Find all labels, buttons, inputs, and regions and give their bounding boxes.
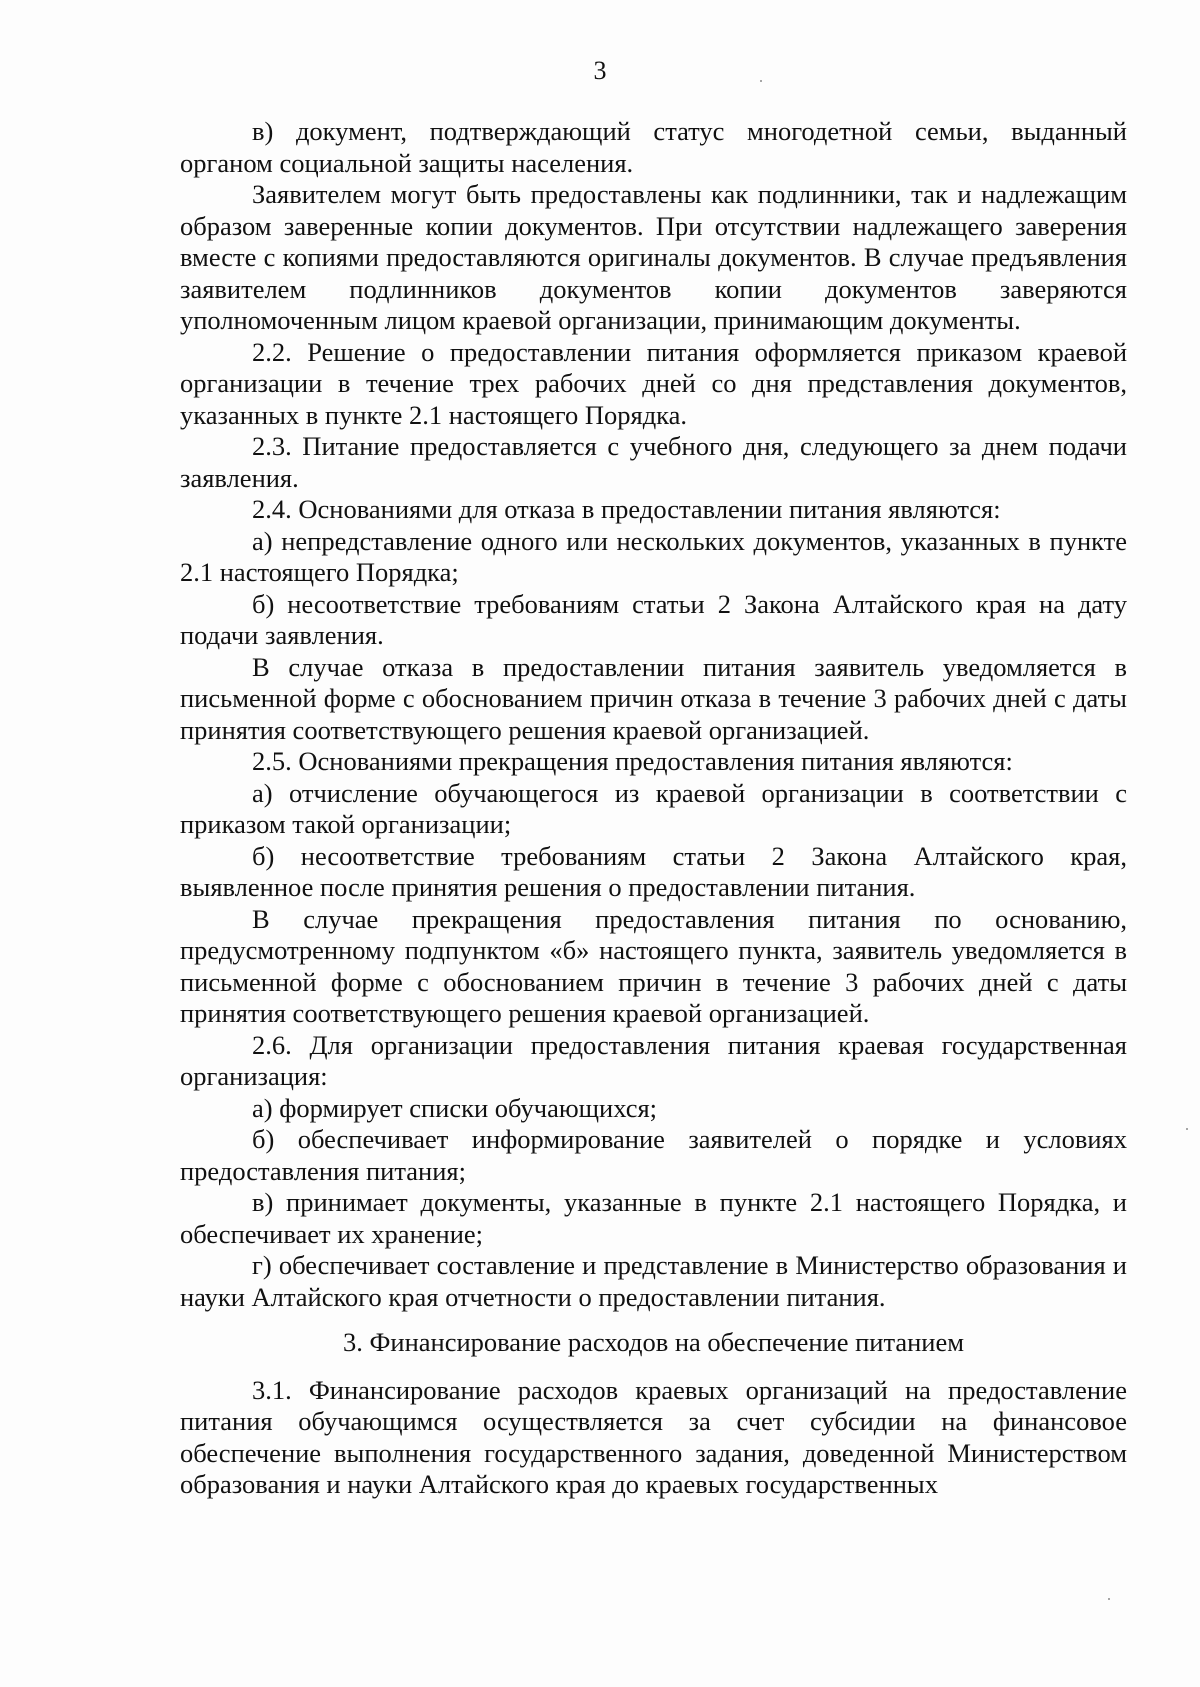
paragraph: 2.2. Решение о предоставлении питания оформляется приказом краевой организации в течение трех рабочих дней со дня представления документов, указанных в пункте 2.1 настоящего Порядка. [180,336,1127,430]
paragraph: а) формирует списки обучающихся; [252,1092,658,1123]
paragraph: В случае отказа в предоставлении питания заявитель уведомляется в письменной форме с обоснованием причин отказа в течение 3 рабочих дней с даты принятия соответствующего решения краевой организацией. [180,651,1127,745]
paragraph: 2.3. Питание предоставляется с учебного дня, следующего за днем подачи заявления. [180,431,1127,493]
paragraph: В случае прекращения предоставления питания по основанию, предусмотренному подпунктом «б» настоящего пункта, заявитель уведомляется в письменной форме с обоснованием причин в течение 3 рабочих дней с даты принятия соответствующего решения краевой организацией. [180,903,1127,1028]
paragraph: а) отчисление обучающегося из краевой организации в соответствии с приказом такой организации; [180,777,1127,839]
paragraph: б) несоответствие требованиям статьи 2 Закона Алтайского края, выявленное после принятия решения о предоставлении питания. [180,840,1127,902]
scan-speck [1186,1128,1188,1130]
paragraph: б) несоответствие требованиям статьи 2 Закона Алтайского края на дату подачи заявления. [180,588,1127,650]
paragraph: г) обеспечивает составление и представление в Министерство образования и науки Алтайского края отчетности о предоставлении питания. [180,1250,1127,1312]
paragraph: 3.1. Финансирование расходов краевых организаций на предоставление питания обучающимся осуществляется за счет субсидии на финансовое обеспечение выполнения государственного задания, доведенной Министерством образования и науки Алтайского края до краевых государственных [180,1374,1127,1499]
scan-speck [1108,1598,1110,1600]
document-body [180,116,1127,1501]
paragraph: 2.5. Основаниями прекращения предоставления питания являются: [252,746,1013,776]
paragraph: а) непредставление одного или нескольких документов, указанных в пункте 2.1 настоящего Порядка; [180,525,1127,587]
paragraph: в) принимает документы, указанные в пункте 2.1 настоящего Порядка, и обеспечивает их хранение; [180,1187,1127,1249]
paragraph: 2.4. Основаниями для отказа в предоставлении питания являются: [252,494,1001,524]
paragraph: Заявителем могут быть предоставлены как подлинники, так и надлежащим образом заверенные копии документов. При отсутствии надлежащего заверения вместе с копиями предоставляются оригиналы документов. В случае предъявления заявителем подлинников документов копии документов заверяются уполномоченным лицом краевой организации, принимающим документы. [180,179,1127,335]
paragraph: 2.6. Для организации предоставления питания краевая государственная организация: [180,1029,1127,1091]
section-heading: 3. Финансирование расходов на обеспечение питанием [342,1327,965,1357]
paragraph: б) обеспечивает информирование заявителей о порядке и условиях предоставления питания; [180,1124,1127,1186]
scan-speck [760,80,762,82]
page-number: 3 [593,56,607,85]
paragraph: в) документ, подтверждающий статус многодетной семьи, выданный органом социальной защиты населения. [180,116,1127,178]
